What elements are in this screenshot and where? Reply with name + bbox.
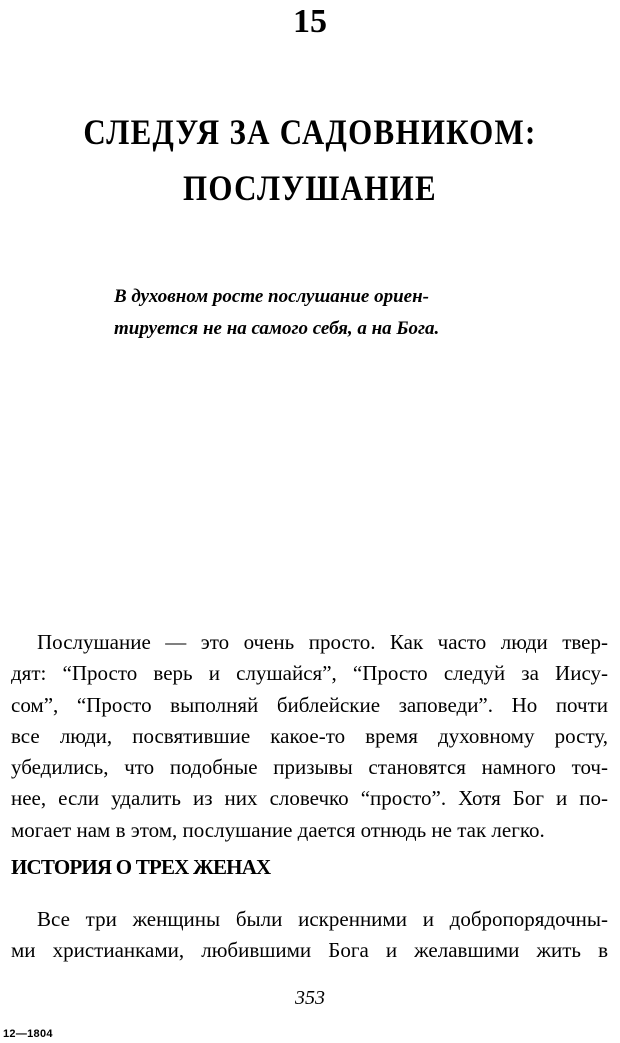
epigraph-line: В духовном росте послушание ориен- [114,286,429,307]
body-paragraph [11,627,608,846]
chapter-title-line: СЛЕДУЯ ЗА САДОВНИКОМ: [83,112,537,152]
text-line: все люди, посвятившие какое-то время духовному росту, [11,723,608,748]
chapter-number: 15 [293,3,327,40]
text-line: Послушание — это очень просто. Как часто люди твер- [37,630,608,654]
epigraph [114,281,534,345]
chapter-title-line: ПОСЛУШАНИЕ [183,168,437,208]
epigraph-line: тируется не на самого себя, а на Бога. [114,318,440,339]
chapter-title [43,104,576,216]
page-number: 353 [295,987,325,1009]
text-line: сом”, “Просто выполняй библейские заповеди”. Но почти [11,692,608,717]
body-paragraph [11,904,608,967]
printer-signature: 12—1804 [3,1028,53,1040]
text-line: дят: “Просто верь и слушайся”, “Просто следуй за Иису- [11,661,608,686]
section-heading: ИСТОРИЯ О ТРЕХ ЖЕНАХ [11,855,271,879]
text-line: ми христианками, любившими Бога и желавшими жить в [11,938,608,963]
text-line: нее, если удалить из них словечко “просто”. Хотя Бог и по- [11,786,608,811]
text-line: убедились, что подобные призывы становятся намного точ- [11,755,608,780]
text-line: могает нам в этом, послушание дается отнюдь не так легко. [11,817,545,842]
text-line: Все три женщины были искренними и добропорядочны- [37,907,608,931]
